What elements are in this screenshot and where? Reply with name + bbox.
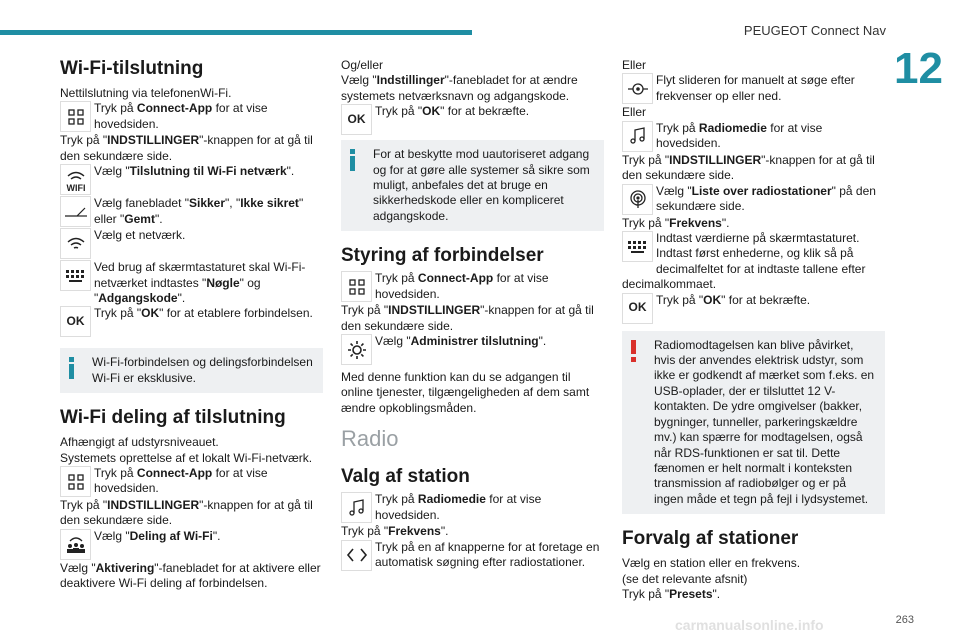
step-connect-app-2: Tryk på Connect-App for at vise hovedsiden. <box>60 466 323 498</box>
people-share-icon <box>60 529 91 560</box>
wifi-signal-icon <box>60 228 91 259</box>
warning-box-reception: Radiomodtagelsen kan blive påvirket, hvis der anvendes elektrisk udstyr, som ikke er godkendt af mærket som f.eks. en USB-oplader, der er tilsluttet 12 V-kontakten. De ydre omgivelser (bakker, bygninger, tunneller, parkeringskældre mv.) kan spærre for modtagelsen, også når RDS-funktionen er sat til. Dette fænomen er helt normalt i konteksten transmission af radiobølger og er på ingen måde et tegn på fejl i lydsystemet. <box>622 331 885 514</box>
column-2 <box>341 58 604 572</box>
page-header: PEUGEOT Connect Nav <box>743 23 886 38</box>
crosshair-slider-icon <box>622 73 653 104</box>
heading-presets: Forvalg af stationer <box>622 528 799 550</box>
share-p2: Systemets oprettelse af et lokalt Wi-Fi-netværk. <box>60 450 313 465</box>
gear-icon <box>341 334 372 365</box>
connection-info-text: Med denne funktion kan du se adgangen til online tjenester, tilgængeligheden af dem samt ændre opkoblingsmåden. <box>341 370 590 415</box>
wifi-icon <box>60 164 91 195</box>
step-manage-connection: Vælg "Administrer tilslutning". <box>341 334 604 366</box>
info-box-exclusive: Wi-Fi-forbindelsen og delingsforbindelsen Wi-Fi er eksklusive. <box>60 348 323 393</box>
presets-p2: (se det relevante afsnit) <box>622 571 748 586</box>
text-activation: Vælg "Aktivering"-fanebladet for at aktivere eller deaktivere Wi-Fi deling af forbindelsen. <box>60 560 321 591</box>
heading-connections: Styring af forbindelser <box>341 245 544 267</box>
text-frequency-2: Tryk på "Frekvens". <box>622 215 730 230</box>
music-note-icon <box>341 492 372 523</box>
heading-wifi-share: Wi-Fi deling af tilslutning <box>60 407 286 429</box>
step-auto-search: Tryk på en af knapperne for at foretage en automatisk søgning efter radiostationer. <box>341 540 604 572</box>
text-settings-4: Tryk på "INDSTILLINGER"-knappen for at gå til den sekundære side. <box>622 152 875 183</box>
column-1 <box>60 58 323 592</box>
apps-grid-icon <box>60 466 91 497</box>
heading-station: Valg af station <box>341 466 470 488</box>
presets-p3: Tryk på "Presets". <box>622 586 721 601</box>
warning-icon <box>631 340 636 362</box>
heading-wifi: Wi-Fi-tilslutning <box>60 58 204 79</box>
step-wifi-share: Vælg "Deling af Wi-Fi". <box>60 529 323 561</box>
chapter-number: 12 <box>894 44 943 93</box>
keyboard-icon <box>60 260 91 291</box>
text-settings-2: Tryk på "INDSTILLINGER"-knappen for at gå til den sekundære side. <box>60 498 313 528</box>
step-select-network: Vælg et netværk. <box>60 228 323 260</box>
music-note-icon <box>622 121 653 152</box>
step-ok-confirm: OK Tryk på "OK" for at bekræfte. <box>341 104 604 136</box>
step-radiomedia-2: Tryk på Radiomedie for at vise hovedsiden. <box>622 121 885 153</box>
key-slash-icon <box>60 196 91 227</box>
wifi-intro: Nettilslutning via telefonenWi-Fi. <box>60 86 232 100</box>
step-ok-confirm-2: OK Tryk på "OK" for at bekræfte. <box>622 293 885 325</box>
svg-text:WIFI: WIFI <box>66 182 85 193</box>
apps-grid-icon <box>60 101 91 132</box>
chapter-title-radio: Radio <box>341 426 399 452</box>
presets-p1: Vælg en station eller en frekvens. <box>622 556 801 571</box>
info-icon <box>69 357 74 379</box>
text-settings-3: Tryk på "INDSTILLINGER"-knappen for at gå til den sekundære side. <box>341 303 594 333</box>
step-wifi-network: WIFI Vælg "Tilslutning til Wi-Fi netværk". <box>60 164 323 196</box>
step-tab-select: Vælg fanebladet "Sikker", "Ikke sikret" eller "Gemt". <box>60 196 323 228</box>
page-number: 263 <box>895 614 914 626</box>
radio-tower-icon <box>622 184 653 215</box>
step-radiomedia: Tryk på Radiomedie for at vise hovedsiden. <box>341 492 604 524</box>
chevrons-left-right-icon <box>341 540 372 571</box>
step-keyboard: Ved brug af skærmtastaturet skal Wi-Fi-netværket indtastes "Nøgle" og "Adgangskode". <box>60 260 323 306</box>
watermark: carmanualsonline.info <box>675 617 824 633</box>
top-accent-bar <box>0 30 472 35</box>
or-text-1: Eller <box>622 58 647 72</box>
step-connect-app: Tryk på Connect-App for at vise hovedsiden. <box>60 101 323 133</box>
settings-tab-text: Vælg "Indstillinger"-fanebladet for at ændre systemets netværksnavn og adgangskode. <box>341 73 578 103</box>
step-ok-connect: OK Tryk på "OK" for at etablere forbindelsen. <box>60 306 323 338</box>
step-station-list: Vælg "Liste over radiostationer" på den sekundære side. <box>622 184 885 216</box>
or-text-2: Eller <box>622 105 647 120</box>
column-3 <box>622 58 885 602</box>
step-slider: Flyt slideren for manuelt at søge efter frekvenser op eller ned. <box>622 73 885 105</box>
text-frequency: Tryk på "Frekvens". <box>341 524 449 539</box>
ok-icon: OK <box>622 293 653 324</box>
step-connect-app-3: Tryk på Connect-App for at vise hovedsiden. <box>341 271 604 303</box>
text-settings: Tryk på "INDSTILLINGER"-knappen for at gå til den sekundære side. <box>60 133 313 163</box>
apps-grid-icon <box>341 271 372 302</box>
ok-icon: OK <box>341 104 372 135</box>
info-box-security: For at beskytte mod uautoriseret adgang og for at gøre alle systemer så sikre som muligt, anbefales det at bruge en sikkerhedskode eller en kompliceret adgangskode. <box>341 140 604 231</box>
share-p1: Afhængigt af udstyrsniveauet. <box>60 435 219 450</box>
ok-icon: OK <box>60 306 91 337</box>
keyboard-icon <box>622 231 653 262</box>
or-text: Og/eller <box>341 58 384 72</box>
step-enter-values: Indtast værdierne på skærmtastaturet. Indtast først enhederne, og klik så på decimalfeltet for at indtaste tallene efter decimalkommaet. <box>622 231 866 292</box>
info-icon <box>350 149 355 171</box>
